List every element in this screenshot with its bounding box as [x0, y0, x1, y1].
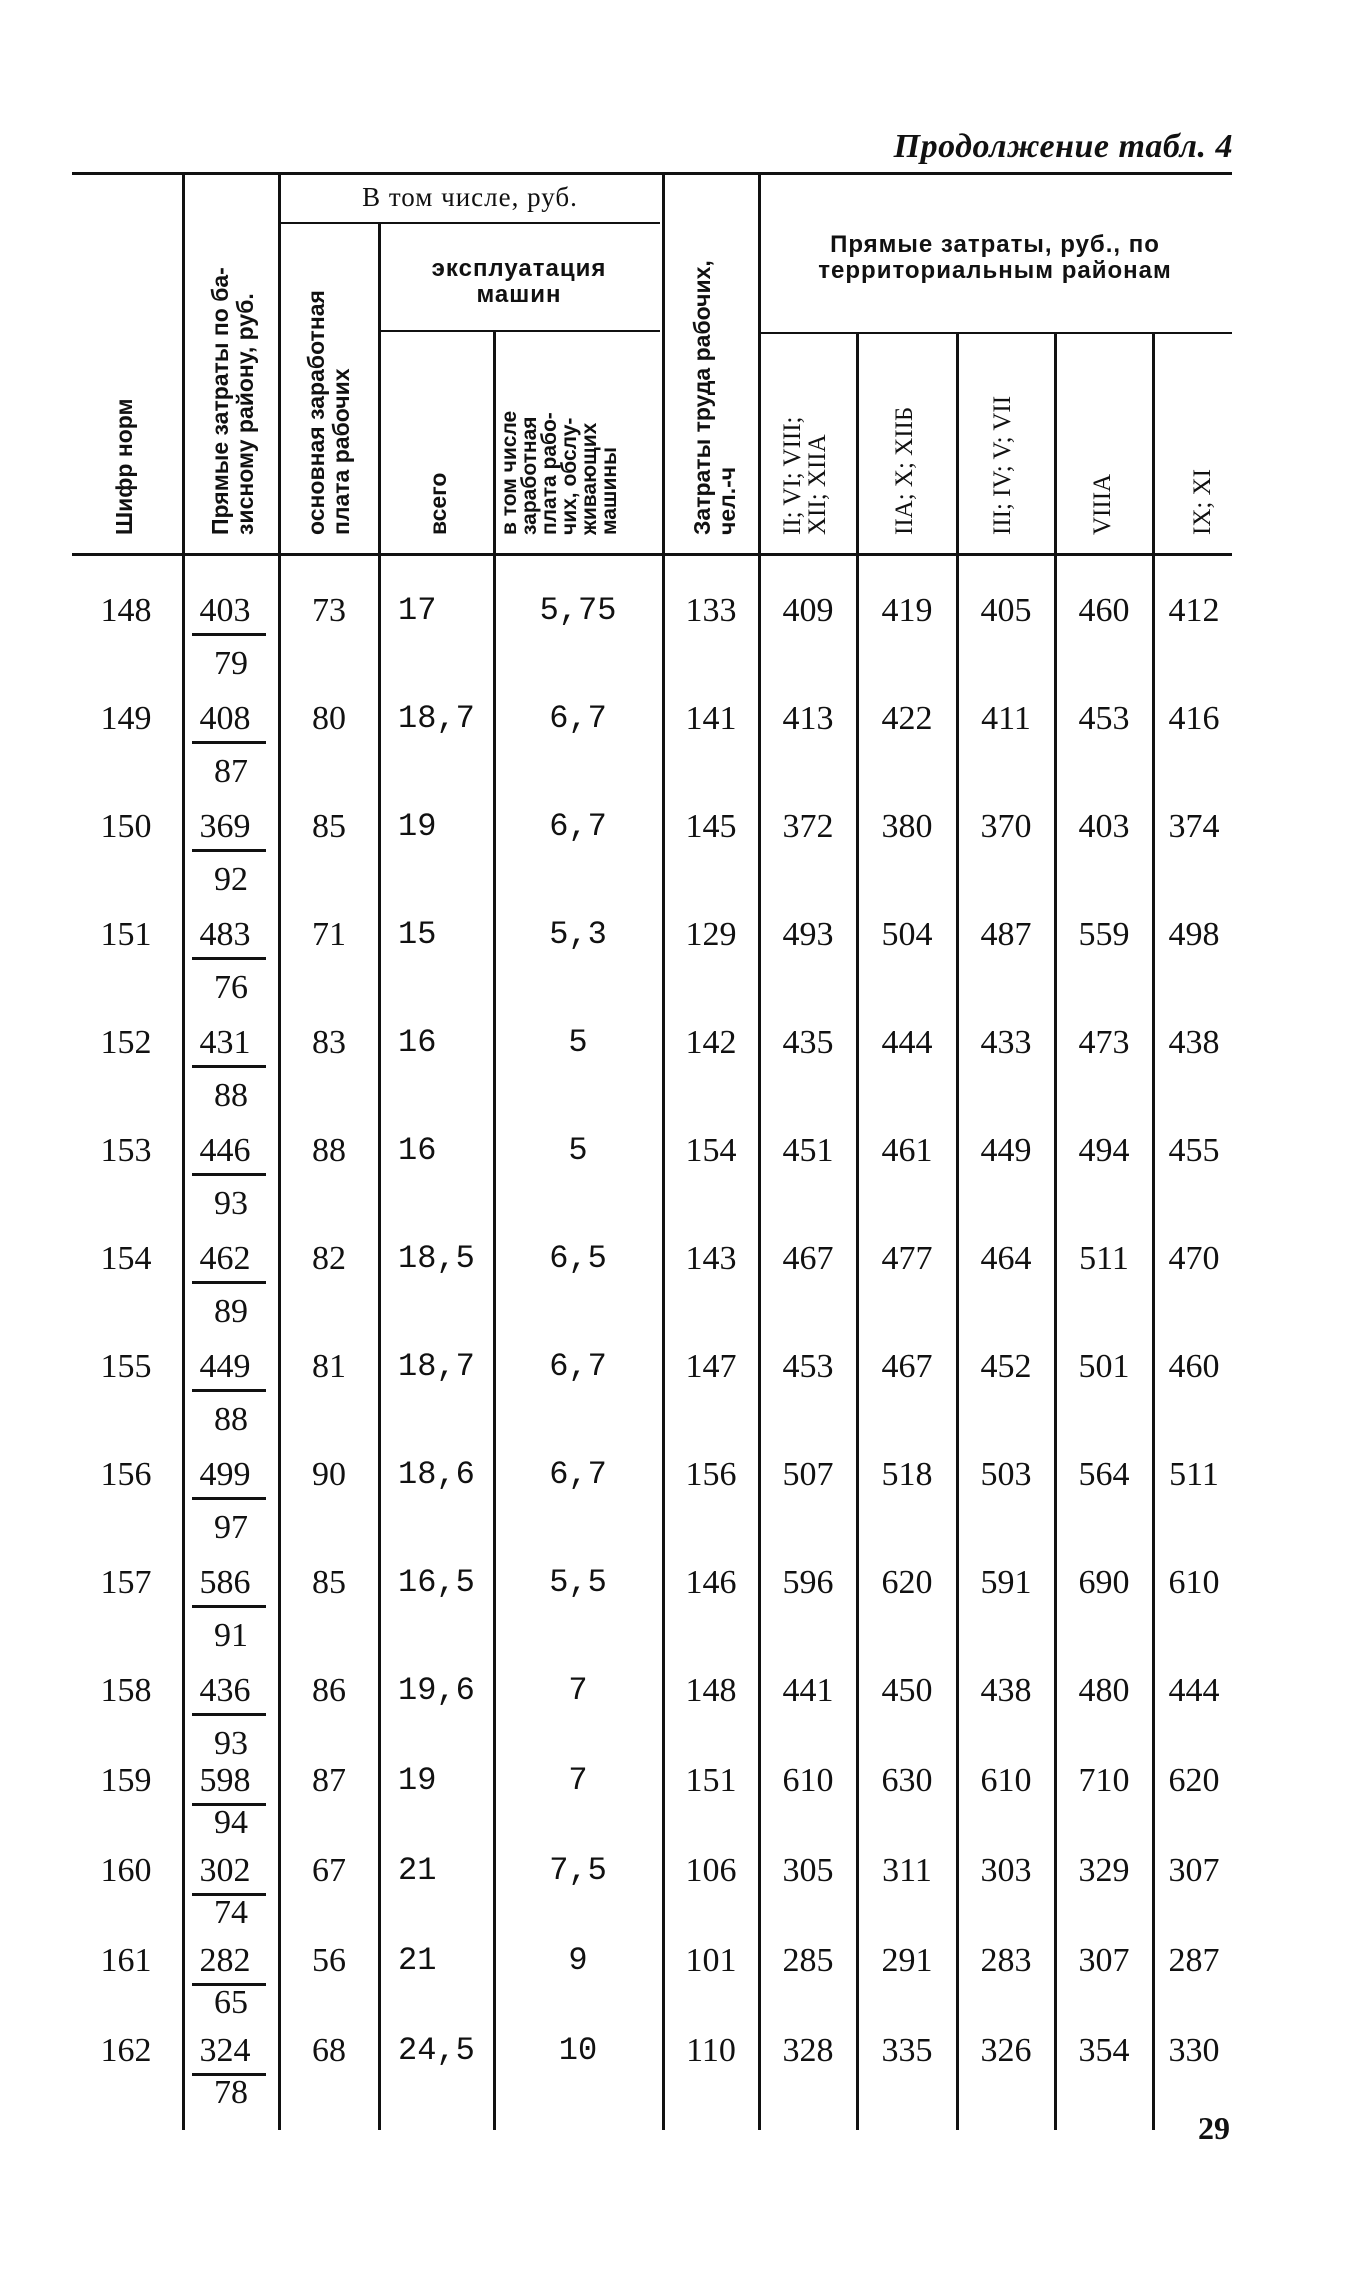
cell-r3: 405	[980, 592, 1032, 629]
header-base-wage-line-2: плата рабочих	[328, 368, 354, 535]
cell-incl: 7	[568, 1762, 588, 1799]
cell-total: 19	[398, 1762, 437, 1799]
cell-r2: 630	[881, 1762, 933, 1799]
cell-incl: 6,5	[549, 1240, 607, 1277]
cell-total: 18,5	[398, 1240, 475, 1277]
cell-labor: 129	[685, 916, 737, 953]
header-base-wage	[304, 290, 354, 535]
cell-r3: 487	[980, 916, 1032, 953]
cell-total: 17	[398, 592, 437, 629]
cell-incl: 9	[568, 1942, 588, 1979]
cell-wage: 87	[312, 1762, 346, 1799]
cell-incl: 7	[568, 1672, 588, 1709]
cell-direct: 369	[199, 808, 251, 845]
cell-incl: 5,75	[539, 592, 617, 629]
cell-direct-sub: 65	[214, 1984, 248, 2021]
cell-labor: 156	[685, 1456, 737, 1493]
cell-wage: 85	[312, 1564, 346, 1601]
cell-incl: 5,3	[549, 916, 607, 953]
cell-r5: 412	[1168, 592, 1220, 629]
machine-op-underline	[380, 330, 660, 332]
header-machine-op	[384, 256, 654, 308]
cell-code: 158	[100, 1672, 152, 1709]
cell-total: 21	[398, 1852, 437, 1889]
cell-r1: 435	[782, 1024, 834, 1061]
header-code: Шифр норм	[111, 398, 137, 535]
cell-r4: 453	[1078, 700, 1130, 737]
fraction-line	[192, 1389, 266, 1392]
header-region-3: III; IV; V; VII	[989, 395, 1016, 535]
cell-r1: 285	[782, 1942, 834, 1979]
cell-r5: 470	[1168, 1240, 1220, 1277]
cell-wage: 68	[312, 2032, 346, 2069]
cell-code: 160	[100, 1852, 152, 1889]
cell-incl: 7,5	[549, 1852, 607, 1889]
cell-total: 15	[398, 916, 437, 953]
cell-total: 19,6	[398, 1672, 475, 1709]
cell-wage: 73	[312, 592, 346, 629]
cell-labor: 101	[685, 1942, 737, 1979]
cell-r3: 370	[980, 808, 1032, 845]
cell-code: 157	[100, 1564, 152, 1601]
cell-r4: 473	[1078, 1024, 1130, 1061]
cell-r1: 451	[782, 1132, 834, 1169]
cell-total: 16	[398, 1132, 437, 1169]
cell-incl: 10	[558, 2032, 598, 2069]
cell-wage: 82	[312, 1240, 346, 1277]
cell-r4: 494	[1078, 1132, 1130, 1169]
cell-labor: 110	[686, 2032, 736, 2069]
fraction-line	[192, 1281, 266, 1284]
cell-code: 150	[100, 808, 152, 845]
cell-r3: 464	[980, 1240, 1032, 1277]
cell-direct-sub: 79	[214, 645, 248, 682]
cell-total: 16	[398, 1024, 437, 1061]
header-incl-wage	[500, 411, 620, 535]
cell-r5: 374	[1168, 808, 1220, 845]
cell-direct-sub: 93	[214, 1185, 248, 1222]
header-direct-regions	[765, 232, 1225, 284]
cell-labor: 106	[685, 1852, 737, 1889]
header-region-4: VIIIA	[1089, 473, 1116, 535]
cell-code: 161	[100, 1942, 152, 1979]
cell-direct: 403	[199, 592, 251, 629]
col-rule-3	[378, 222, 381, 2130]
header-machine-op-line-1: эксплуатация	[431, 255, 607, 282]
cell-wage: 81	[312, 1348, 346, 1385]
cell-r2: 380	[881, 808, 933, 845]
cell-code: 156	[100, 1456, 152, 1493]
cell-r5: 444	[1168, 1672, 1220, 1709]
fraction-line	[192, 1497, 266, 1500]
cell-code: 153	[100, 1132, 152, 1169]
cell-r1: 413	[782, 700, 834, 737]
cell-direct-sub: 78	[214, 2074, 248, 2111]
table-top-rule	[72, 172, 1232, 175]
col-rule-2	[278, 172, 281, 2130]
fraction-line	[192, 633, 266, 636]
cell-total: 18,7	[398, 1348, 475, 1385]
cell-r4: 559	[1078, 916, 1130, 953]
cell-r4: 307	[1078, 1942, 1130, 1979]
cell-r5: 620	[1168, 1762, 1220, 1799]
cell-labor: 142	[685, 1024, 737, 1061]
cell-total: 18,6	[398, 1456, 475, 1493]
cell-direct: 462	[199, 1240, 251, 1277]
cell-direct-sub: 97	[214, 1509, 248, 1546]
cell-r5: 438	[1168, 1024, 1220, 1061]
cell-wage: 88	[312, 1132, 346, 1169]
cell-direct: 431	[199, 1024, 251, 1061]
cell-wage: 56	[312, 1942, 346, 1979]
cell-incl: 6,7	[549, 700, 607, 737]
cell-code: 162	[100, 2032, 152, 2069]
cell-direct: 483	[199, 916, 251, 953]
header-region-1-line-1: II; VI; VIII;	[779, 416, 806, 535]
col-rule-6	[758, 172, 761, 2130]
header-incl-wage-line-5: живающих	[578, 422, 601, 535]
header-labor-line-2: чел.-ч	[714, 466, 740, 535]
cell-r2: 461	[881, 1132, 933, 1169]
cell-incl: 6,7	[549, 1348, 607, 1385]
cell-incl: 6,7	[549, 1456, 607, 1493]
cell-r4: 690	[1078, 1564, 1130, 1601]
cell-direct-sub: 91	[214, 1617, 248, 1654]
cell-code: 151	[100, 916, 152, 953]
cell-wage: 85	[312, 808, 346, 845]
cell-r4: 403	[1078, 808, 1130, 845]
col-rule-9	[1054, 332, 1057, 2130]
cell-r3: 449	[980, 1132, 1032, 1169]
cell-labor: 141	[685, 700, 737, 737]
header-region-1-line-2: XII; XIIA	[804, 434, 831, 535]
cell-r3: 591	[980, 1564, 1032, 1601]
cell-r1: 328	[782, 2032, 834, 2069]
cell-direct-sub: 88	[214, 1077, 248, 1114]
cell-r5: 610	[1168, 1564, 1220, 1601]
cell-r3: 610	[980, 1762, 1032, 1799]
header-labor	[690, 260, 740, 535]
cell-r3: 326	[980, 2032, 1032, 2069]
cell-r4: 710	[1078, 1762, 1130, 1799]
cell-direct: 598	[199, 1762, 251, 1799]
header-incl-wage-line-2: заработная	[518, 416, 541, 535]
cell-code: 149	[100, 700, 152, 737]
fraction-line	[192, 1713, 266, 1716]
cell-r3: 283	[980, 1942, 1032, 1979]
cell-direct: 499	[199, 1456, 251, 1493]
cell-r3: 503	[980, 1456, 1032, 1493]
fraction-line	[192, 1173, 266, 1176]
cell-direct: 449	[199, 1348, 251, 1385]
cell-labor: 151	[685, 1762, 737, 1799]
header-region-1	[780, 417, 830, 536]
cell-wage: 67	[312, 1852, 346, 1889]
col-rule-5	[662, 172, 665, 2130]
fraction-line	[192, 741, 266, 744]
cell-incl: 5	[568, 1024, 588, 1061]
header-region-5: IX; XI	[1189, 469, 1216, 535]
cell-total: 21	[398, 1942, 437, 1979]
cell-r2: 419	[881, 592, 933, 629]
cell-labor: 145	[685, 808, 737, 845]
cell-r3: 411	[981, 700, 1031, 737]
cell-direct: 446	[199, 1132, 251, 1169]
cell-direct: 408	[199, 700, 251, 737]
cell-r2: 291	[881, 1942, 933, 1979]
header-direct-regions-line-1: Прямые затраты, руб., по	[830, 231, 1160, 258]
cell-r2: 422	[881, 700, 933, 737]
cell-r5: 416	[1168, 700, 1220, 737]
cell-code: 148	[100, 592, 152, 629]
cell-r4: 501	[1078, 1348, 1130, 1385]
cell-direct-sub: 74	[214, 1894, 248, 1931]
fraction-line	[192, 849, 266, 852]
cell-r2: 477	[881, 1240, 933, 1277]
cell-r1: 305	[782, 1852, 834, 1889]
cell-direct-sub: 89	[214, 1293, 248, 1330]
cell-direct: 586	[199, 1564, 251, 1601]
cell-total: 18,7	[398, 700, 475, 737]
cell-r5: 511	[1169, 1456, 1219, 1493]
cell-r1: 493	[782, 916, 834, 953]
cell-direct-sub: 88	[214, 1401, 248, 1438]
page-number: 29	[1198, 2110, 1230, 2146]
col-rule-8	[956, 332, 959, 2130]
cell-r3: 452	[980, 1348, 1032, 1385]
cell-r1: 610	[782, 1762, 834, 1799]
header-machine-op-line-2: машин	[476, 281, 562, 308]
cell-labor: 143	[685, 1240, 737, 1277]
cell-r4: 564	[1078, 1456, 1130, 1493]
cell-code: 154	[100, 1240, 152, 1277]
cell-labor: 147	[685, 1348, 737, 1385]
cell-r4: 511	[1079, 1240, 1129, 1277]
cell-total: 19	[398, 808, 437, 845]
cell-direct-sub: 94	[214, 1804, 248, 1841]
header-including: В том числе, руб.	[362, 182, 578, 212]
fraction-line	[192, 1065, 266, 1068]
regions-underline	[760, 332, 1232, 334]
cell-direct-sub: 92	[214, 861, 248, 898]
header-direct-base-line-1: Прямые затраты по ба-	[207, 267, 233, 535]
header-base-wage-line-1: основная заработная	[303, 290, 329, 535]
cell-r1: 372	[782, 808, 834, 845]
cell-r3: 303	[980, 1852, 1032, 1889]
cell-direct: 302	[199, 1852, 251, 1889]
cell-direct: 282	[199, 1942, 251, 1979]
cell-r1: 467	[782, 1240, 834, 1277]
cell-r5: 330	[1168, 2032, 1220, 2069]
cell-direct: 324	[199, 2032, 251, 2069]
cell-r5: 287	[1168, 1942, 1220, 1979]
cell-r1: 441	[782, 1672, 834, 1709]
header-bottom-rule	[72, 553, 1232, 556]
cell-r2: 467	[881, 1348, 933, 1385]
cell-labor: 133	[685, 592, 737, 629]
cell-r2: 444	[881, 1024, 933, 1061]
cell-r4: 329	[1078, 1852, 1130, 1889]
header-direct-base	[208, 267, 258, 535]
cell-r2: 450	[881, 1672, 933, 1709]
col-rule-7	[856, 332, 859, 2130]
header-direct-regions-line-2: территориальным районам	[818, 257, 1172, 284]
cell-wage: 80	[312, 700, 346, 737]
cell-r1: 507	[782, 1456, 834, 1493]
cell-r3: 433	[980, 1024, 1032, 1061]
cell-incl: 5	[568, 1132, 588, 1169]
cell-direct-sub: 87	[214, 753, 248, 790]
cell-direct-sub: 76	[214, 969, 248, 1006]
cell-labor: 154	[685, 1132, 737, 1169]
cell-r3: 438	[980, 1672, 1032, 1709]
cell-total: 16,5	[398, 1564, 475, 1601]
cell-code: 159	[100, 1762, 152, 1799]
cell-incl: 5,5	[549, 1564, 607, 1601]
cell-total: 24,5	[398, 2032, 475, 2069]
cell-r5: 455	[1168, 1132, 1220, 1169]
cell-direct: 436	[199, 1672, 251, 1709]
header-total: всего	[425, 472, 451, 535]
cell-r2: 504	[881, 916, 933, 953]
page-title: Продолжение табл. 4	[893, 128, 1233, 165]
col-rule-10	[1152, 332, 1155, 2130]
cell-labor: 148	[685, 1672, 737, 1709]
cell-r4: 480	[1078, 1672, 1130, 1709]
cell-wage: 71	[312, 916, 346, 953]
header-incl-wage-line-1: в том числе	[498, 410, 521, 535]
including-underline	[280, 222, 660, 224]
cell-r2: 335	[881, 2032, 933, 2069]
cell-direct-sub: 93	[214, 1725, 248, 1762]
cell-r1: 409	[782, 592, 834, 629]
cell-wage: 86	[312, 1672, 346, 1709]
header-labor-line-1: Затраты труда рабочих,	[689, 260, 715, 535]
cell-r5: 460	[1168, 1348, 1220, 1385]
cell-r5: 498	[1168, 916, 1220, 953]
cell-r4: 354	[1078, 2032, 1130, 2069]
header-incl-wage-line-6: машины	[598, 447, 621, 535]
cell-labor: 146	[685, 1564, 737, 1601]
cell-incl: 6,7	[549, 808, 607, 845]
cell-wage: 90	[312, 1456, 346, 1493]
fraction-line	[192, 1605, 266, 1608]
header-incl-wage-line-4: чих, обслу-	[558, 417, 581, 535]
header-incl-wage-line-3: плата рабо-	[538, 412, 561, 535]
header-region-2: IIA; X; XIIБ	[891, 406, 918, 535]
cell-wage: 83	[312, 1024, 346, 1061]
cell-code: 152	[100, 1024, 152, 1061]
cell-r2: 620	[881, 1564, 933, 1601]
col-rule-1	[182, 172, 185, 2130]
cell-r1: 453	[782, 1348, 834, 1385]
cell-r1: 596	[782, 1564, 834, 1601]
cell-r4: 460	[1078, 592, 1130, 629]
fraction-line	[192, 957, 266, 960]
header-direct-base-line-2: зисному району, руб.	[232, 293, 258, 535]
cell-r2: 311	[882, 1852, 932, 1889]
cell-r5: 307	[1168, 1852, 1220, 1889]
cell-r2: 518	[881, 1456, 933, 1493]
cell-code: 155	[100, 1348, 152, 1385]
